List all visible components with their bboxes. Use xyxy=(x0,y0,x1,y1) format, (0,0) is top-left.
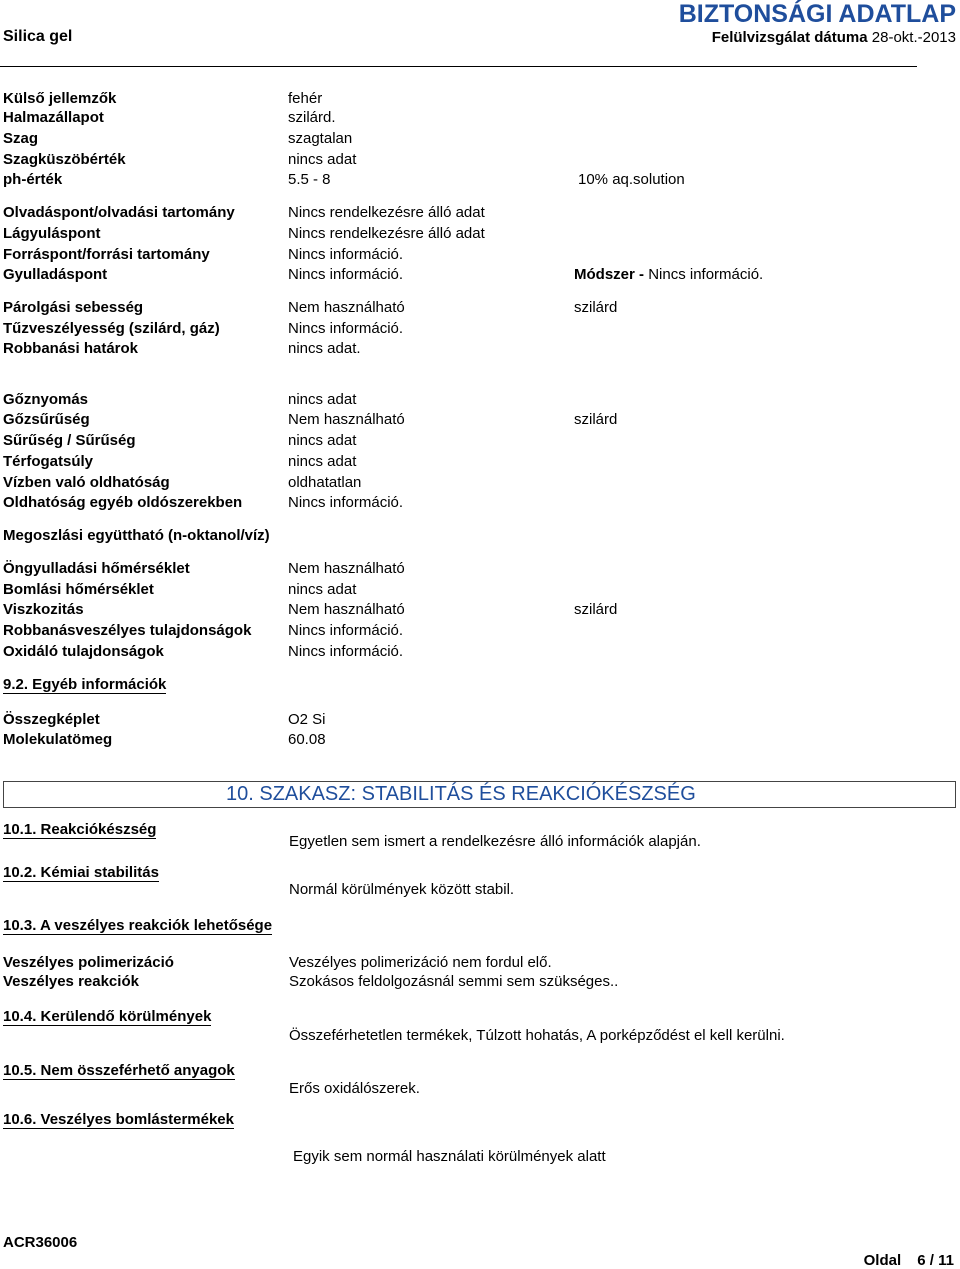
prop-value: Nincs információ. xyxy=(288,494,404,511)
prop-value: Nincs információ. xyxy=(288,246,404,263)
prop-value: Nem használható xyxy=(288,560,405,577)
prop-extra: szilárd xyxy=(574,411,618,428)
prop-value: nincs adat. xyxy=(288,340,361,357)
prop-label: Oxidáló tulajdonságok xyxy=(3,643,164,660)
decomposition-text: Egyik sem normál használati körülmények alatt xyxy=(293,1148,606,1165)
reactivity-text: Egyetlen sem ismert a rendelkezésre álló információk alapján. xyxy=(289,833,701,850)
prop-label: Gyulladáspont xyxy=(3,266,108,283)
prop-label: Szagküszöbérték xyxy=(3,151,126,168)
polymerization-text: Veszélyes polimerizáció nem fordul elő. xyxy=(289,954,552,971)
subsection-heading: 10.3. A veszélyes reakciók lehetősége xyxy=(3,917,273,934)
revision-info xyxy=(712,29,956,46)
formula-value: O2 Si xyxy=(288,711,326,728)
avoid-text: Összeférhetetlen termékek, Túlzott hohatás, A porképződést el kell kerülni. xyxy=(289,1027,785,1044)
molecular-weight-label: Molekulatömeg xyxy=(3,731,113,748)
method-value: Nincs információ. xyxy=(648,266,764,283)
prop-value: Nincs információ. xyxy=(288,622,404,639)
prop-value: nincs adat xyxy=(288,151,357,168)
prop-label: Öngyulladási hőmérséklet xyxy=(3,560,190,577)
header-rule xyxy=(0,66,917,67)
prop-label: Gőznyomás xyxy=(3,391,89,408)
prop-value: nincs adat xyxy=(288,391,357,408)
prop-value: nincs adat xyxy=(288,453,357,470)
prop-label: Oldhatóság egyéb oldószerekben xyxy=(3,494,243,511)
prop-value: szagtalan xyxy=(288,130,353,147)
prop-value: fehér xyxy=(288,90,323,107)
prop-value: oldhatatlan xyxy=(288,474,362,491)
prop-value: 5.5 - 8 xyxy=(288,171,331,188)
page-number xyxy=(864,1252,954,1269)
revision-label: Felülvizsgálat dátuma xyxy=(711,29,868,46)
product-name: Silica gel xyxy=(3,28,73,45)
prop-label: Bomlási hőmérséklet xyxy=(3,581,154,598)
incompatible-text: Erős oxidálószerek. xyxy=(289,1080,420,1097)
prop-label: Külső jellemzők xyxy=(3,90,117,107)
prop-label: Gőzsűrűség xyxy=(3,411,90,428)
prop-label: Vízben való oldhatóság xyxy=(3,474,170,491)
prop-label: Lágyuláspont xyxy=(3,225,101,242)
prop-value: Nincs információ. xyxy=(288,320,404,337)
prop-value: Nincs rendelkezésre álló adat xyxy=(288,204,485,221)
revision-date: 28-okt.-2013 xyxy=(871,29,956,46)
partition-coefficient-label: Megoszlási együttható (n-oktanol/víz) xyxy=(3,527,270,544)
document-title: BIZTONSÁGI ADATLAP xyxy=(678,0,956,28)
polymerization-label: Veszélyes polimerizáció xyxy=(3,954,174,971)
subsection-heading: 10.6. Veszélyes bomlástermékek xyxy=(3,1111,234,1128)
subsection-heading: 9.2. Egyéb információk xyxy=(3,676,167,693)
prop-extra: szilárd xyxy=(574,299,618,316)
subsection-heading: 10.2. Kémiai stabilitás xyxy=(3,864,159,881)
prop-label: Sűrűség / Sűrűség xyxy=(3,432,136,449)
prop-value: Nem használható xyxy=(288,601,405,618)
subsection-heading: 10.5. Nem összeférhető anyagok xyxy=(3,1062,235,1079)
molecular-weight-value: 60.08 xyxy=(288,731,326,748)
prop-label: Párolgási sebesség xyxy=(3,299,144,316)
prop-label: ph-érték xyxy=(3,171,63,188)
prop-label: Szag xyxy=(3,130,39,147)
page-label: Oldal xyxy=(863,1252,902,1269)
page-value: 6 / 11 xyxy=(917,1252,954,1269)
stability-text: Normál körülmények között stabil. xyxy=(289,881,515,898)
prop-value: Nincs rendelkezésre álló adat xyxy=(288,225,485,242)
prop-extra: szilárd xyxy=(574,601,618,618)
prop-label: Forráspont/forrási tartomány xyxy=(3,246,210,263)
prop-label: Tűzveszélyesség (szilárd, gáz) xyxy=(3,320,220,337)
prop-label: Robbanásveszélyes tulajdonságok xyxy=(3,622,252,639)
prop-label: Halmazállapot xyxy=(3,109,104,126)
prop-extra: 10% aq.solution xyxy=(578,171,685,188)
prop-value: Nem használható xyxy=(288,411,405,428)
prop-value: Nincs információ. xyxy=(288,643,404,660)
formula-label: Összegképlet xyxy=(3,711,100,728)
prop-value: Nincs információ. xyxy=(288,266,404,283)
reactions-text: Szokásos feldolgozásnál semmi sem szükséges.. xyxy=(289,973,619,990)
subsection-heading: 10.4. Kerülendő körülmények xyxy=(3,1008,212,1025)
prop-value: nincs adat xyxy=(288,581,357,598)
reactions-label: Veszélyes reakciók xyxy=(3,973,139,990)
document-code: ACR36006 xyxy=(3,1234,78,1251)
method-label: Módszer - xyxy=(574,266,645,283)
prop-value: nincs adat xyxy=(288,432,357,449)
prop-value: szilárd. xyxy=(288,109,336,126)
prop-label: Olvadáspont/olvadási tartomány xyxy=(3,204,235,221)
method-info xyxy=(574,266,763,283)
prop-label: Viszkozitás xyxy=(3,601,84,618)
prop-value: Nem használható xyxy=(288,299,405,316)
subsection-heading: 10.1. Reakciókészség xyxy=(3,821,157,838)
prop-label: Térfogatsúly xyxy=(3,453,94,470)
section-title: 10. SZAKASZ: STABILITÁS ÉS REAKCIÓKÉSZSÉG xyxy=(226,783,696,805)
prop-label: Robbanási határok xyxy=(3,340,139,357)
